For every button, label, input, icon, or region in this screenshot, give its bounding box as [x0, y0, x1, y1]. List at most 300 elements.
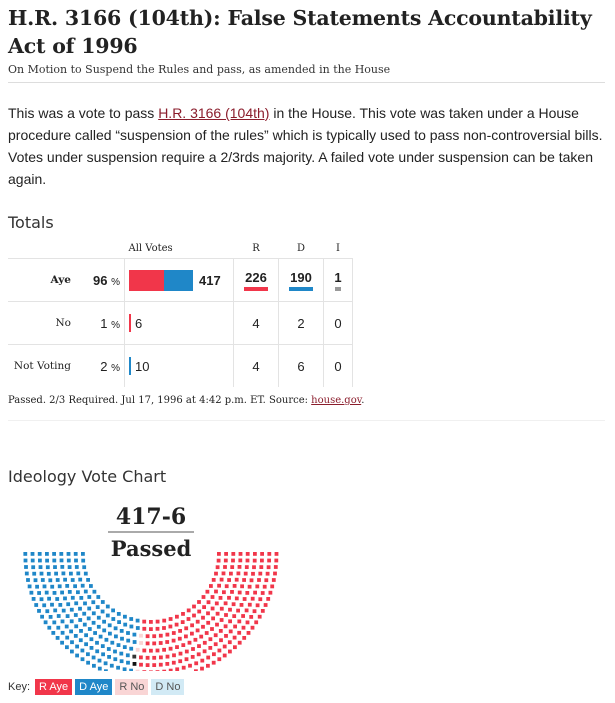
vote-result: Passed	[110, 536, 192, 561]
d-aye-seat	[81, 559, 85, 563]
r-aye-seat	[264, 603, 268, 607]
d-aye-seat	[129, 647, 133, 651]
r-aye-seat	[215, 602, 219, 606]
col-r: R	[252, 242, 260, 254]
r-aye-seat	[245, 565, 249, 569]
d-aye-seat	[120, 659, 124, 663]
r-aye-seat	[222, 590, 226, 594]
r-aye-seat	[274, 565, 278, 569]
r-aye-seat	[216, 565, 220, 569]
r-aye-seat	[172, 631, 176, 635]
r-aye-seat	[232, 614, 236, 618]
d-aye-seat	[38, 552, 42, 556]
d-aye-seat	[31, 552, 35, 556]
d-aye-seat	[97, 625, 101, 629]
r-aye-seat	[169, 617, 173, 621]
key-label: Key:	[8, 681, 31, 693]
r-aye-seat	[212, 661, 216, 665]
r-aye-seat	[209, 584, 213, 588]
d-aye-seat	[133, 640, 137, 644]
r-aye-seat	[205, 631, 209, 635]
d-aye-seat	[91, 600, 95, 604]
r-aye-seat	[139, 663, 143, 667]
d-count: 2	[279, 302, 324, 345]
d-aye-seat	[84, 572, 88, 576]
d-aye-seat	[44, 620, 48, 624]
row-label: No	[8, 302, 79, 345]
r-aye-seat	[272, 578, 276, 582]
r-aye-seat	[244, 572, 248, 576]
d-aye-seat	[123, 615, 127, 619]
d-aye-seat	[74, 601, 78, 605]
key-d-aye: D Aye	[75, 679, 112, 695]
d-aye-seat	[117, 643, 121, 647]
d-aye-seat	[52, 621, 56, 625]
d-aye-seat	[53, 591, 57, 595]
r-aye-seat	[233, 645, 237, 649]
table-row: Not Voting 2 % 10 4 6 0	[8, 345, 353, 388]
d-aye-seat	[51, 631, 55, 635]
r-aye-seat	[223, 654, 227, 658]
d-count: 6	[279, 345, 324, 388]
r-aye-seat	[261, 609, 265, 613]
r-aye-seat	[159, 663, 163, 667]
r-aye-seat	[258, 615, 262, 619]
r-aye-seat	[200, 667, 204, 671]
r-aye-seat	[200, 659, 204, 663]
r-aye-seat	[178, 637, 182, 641]
d-aye-seat	[126, 639, 130, 643]
col-d: D	[296, 242, 306, 254]
r-aye-seat	[227, 596, 231, 600]
r-aye-seat	[261, 591, 265, 595]
r-aye-seat	[178, 629, 182, 633]
d-aye-seat	[96, 605, 100, 609]
d-aye-seat	[105, 638, 109, 642]
r-aye-seat	[192, 605, 196, 609]
r-aye-seat	[149, 649, 153, 653]
d-aye-seat	[81, 649, 85, 653]
r-aye-seat	[224, 552, 228, 556]
r-aye-seat	[139, 656, 143, 660]
r-aye-seat	[156, 627, 160, 631]
d-aye-seat	[123, 645, 127, 649]
d-aye-seat	[104, 661, 108, 665]
r-aye-seat	[165, 640, 169, 644]
r-count: 4	[234, 302, 279, 345]
r-aye-seat	[184, 626, 188, 630]
r-aye-seat	[231, 559, 235, 563]
r-aye-seat	[275, 552, 279, 556]
r-aye-seat	[233, 636, 237, 640]
r-aye-seat	[267, 559, 271, 563]
r-aye-seat	[218, 649, 222, 653]
d-aye-seat	[108, 623, 112, 627]
d-aye-seat	[62, 572, 66, 576]
r-aye-seat	[159, 634, 163, 638]
intro-paragraph: This was a vote to pass H.R. 3166 (104th) in the House. This vote was taken under a House procedure called “suspension of the rules” which is typically used to pass non-controversial bills. Votes under suspension require a 2/3rds majority. A failed vote under suspension can be taken again.	[8, 105, 603, 187]
d-aye-seat	[25, 572, 29, 576]
d-aye-seat	[26, 578, 30, 582]
d-aye-seat	[92, 664, 96, 668]
d-aye-seat	[86, 652, 90, 656]
table-row: No 1 % 6 4 2 0	[8, 302, 353, 345]
r-aye-seat	[190, 632, 194, 636]
r-aye-seat	[230, 565, 234, 569]
d-aye-seat	[68, 565, 72, 569]
d-aye-seat	[98, 667, 102, 671]
d-aye-seat	[30, 591, 34, 595]
d-aye-seat	[45, 552, 49, 556]
r-aye-seat	[211, 617, 215, 621]
r-aye-seat	[214, 642, 218, 646]
d-aye-seat	[37, 591, 41, 595]
r-aye-seat	[190, 623, 194, 627]
r-aye-seat	[188, 664, 192, 668]
d-aye-seat	[126, 631, 130, 635]
d-aye-seat	[52, 559, 56, 563]
r-aye-seat	[199, 635, 203, 639]
r-aye-seat	[149, 670, 153, 671]
r-aye-seat	[172, 639, 176, 643]
r-aye-seat	[181, 612, 185, 616]
r-aye-seat	[233, 625, 237, 629]
d-aye-seat	[54, 572, 58, 576]
r-aye-seat	[255, 585, 259, 589]
d-aye-seat	[126, 653, 130, 657]
r-aye-seat	[220, 607, 224, 611]
other-seat	[133, 662, 137, 666]
source-link[interactable]: house.gov	[311, 395, 362, 406]
r-aye-seat	[257, 578, 261, 582]
r-no-seat	[139, 641, 143, 645]
d-aye-seat	[74, 613, 78, 617]
r-aye-seat	[169, 647, 173, 651]
d-aye-seat	[32, 597, 36, 601]
r-aye-seat	[227, 578, 231, 582]
r-aye-seat	[206, 656, 210, 660]
d-aye-bar	[164, 270, 193, 291]
r-aye-seat	[162, 670, 166, 671]
r-aye-seat	[240, 584, 244, 588]
d-aye-seat	[45, 559, 49, 563]
r-no-seat	[139, 634, 143, 638]
d-aye-seat	[61, 620, 65, 624]
r-aye-seat	[159, 641, 163, 645]
d-aye-seat	[60, 565, 64, 569]
d-aye-seat	[53, 565, 57, 569]
r-aye-seat	[206, 621, 210, 625]
r-aye-seat	[201, 616, 205, 620]
r-aye-seat	[206, 664, 210, 668]
r-aye-seat	[267, 552, 271, 556]
r-aye-seat	[230, 590, 234, 594]
d-aye-seat	[53, 609, 57, 613]
r-aye-seat	[238, 591, 242, 595]
d-aye-seat	[83, 602, 87, 606]
d-aye-seat	[78, 607, 82, 611]
key-d-no: D No	[151, 679, 184, 695]
i-count: 0	[324, 302, 353, 345]
r-aye-seat	[146, 634, 150, 638]
d-aye-seat	[67, 552, 71, 556]
d-aye-seat	[107, 647, 111, 651]
row-total: 10	[135, 358, 150, 374]
r-aye-seat	[241, 614, 245, 618]
d-aye-seat	[24, 559, 28, 563]
d-aye-seat	[61, 631, 65, 635]
r-aye-seat	[232, 602, 236, 606]
d-aye-seat	[107, 655, 111, 659]
d-aye-seat	[70, 650, 74, 654]
r-aye-seat	[264, 578, 268, 582]
r-aye-seat	[217, 657, 221, 661]
d-aye-seat	[79, 629, 83, 633]
d-aye-seat	[102, 629, 106, 633]
d-aye-seat	[113, 657, 117, 661]
r-aye-seat	[197, 652, 201, 656]
d-aye-seat	[56, 636, 60, 640]
d-aye-seat	[86, 661, 90, 665]
r-aye-seat	[246, 552, 250, 556]
d-aye-seat	[89, 584, 93, 588]
r-aye-seat	[252, 565, 256, 569]
d-aye-seat	[74, 559, 78, 563]
d-aye-seat	[111, 609, 115, 613]
r-aye-seat	[146, 656, 150, 660]
r-aye-seat	[219, 596, 223, 600]
d-aye-seat	[49, 615, 53, 619]
r-aye-seat	[214, 633, 218, 637]
r-no-seat	[136, 648, 140, 652]
d-aye-seat	[98, 659, 102, 663]
r-aye-seat	[260, 552, 264, 556]
r-aye-seat	[228, 650, 232, 654]
totals-heading: Totals	[8, 213, 54, 232]
d-aye-seat	[63, 578, 67, 582]
d-aye-seat	[119, 652, 123, 656]
r-aye-seat	[253, 609, 257, 613]
d-aye-seat	[57, 614, 61, 618]
d-aye-seat	[129, 617, 133, 621]
page-title: H.R. 3166 (104th): False Statements Accountability Act of 1996	[8, 6, 592, 58]
r-aye-seat	[266, 597, 270, 601]
d-aye-seat	[52, 552, 56, 556]
r-aye-seat	[142, 620, 146, 624]
r-aye-seat	[182, 666, 186, 670]
r-aye-seat	[231, 552, 235, 556]
d-aye-seat	[99, 635, 103, 639]
d-aye-seat	[104, 669, 108, 671]
d-aye-seat	[110, 664, 114, 668]
d-aye-seat	[113, 650, 117, 654]
r-aye-seat	[253, 552, 257, 556]
d-aye-seat	[74, 552, 78, 556]
d-no-seat	[132, 655, 136, 659]
d-aye-seat	[62, 609, 66, 613]
divider	[8, 420, 605, 421]
r-aye-seat	[229, 630, 233, 634]
d-aye-seat	[34, 603, 38, 607]
d-aye-seat	[70, 640, 74, 644]
r-aye-seat	[223, 645, 227, 649]
r-aye-seat	[238, 565, 242, 569]
d-aye-seat	[59, 552, 63, 556]
d-aye-seat	[84, 633, 88, 637]
r-aye-seat	[228, 619, 232, 623]
d-aye-seat	[56, 578, 60, 582]
d-aye-seat	[65, 636, 69, 640]
r-aye-seat	[201, 625, 205, 629]
r-aye-seat	[185, 650, 189, 654]
r-aye-seat	[197, 644, 201, 648]
d-aye-seat	[136, 626, 140, 630]
r-aye-seat	[246, 559, 250, 563]
d-aye-seat	[60, 559, 64, 563]
d-aye-seat	[58, 584, 62, 588]
d-aye-seat	[42, 603, 46, 607]
r-aye-seat	[169, 625, 173, 629]
d-aye-seat	[82, 565, 86, 569]
d-aye-seat	[114, 635, 118, 639]
r-aye-seat	[175, 645, 179, 649]
d-aye-seat	[133, 633, 137, 637]
d-aye-seat	[96, 595, 100, 599]
d-aye-seat	[129, 669, 133, 671]
r-aye-seat	[146, 642, 150, 646]
d-aye-seat	[38, 559, 42, 563]
d-aye-seat	[126, 661, 130, 665]
d-aye-seat	[75, 654, 79, 658]
d-aye-seat	[65, 584, 69, 588]
r-aye-seat	[207, 600, 211, 604]
page-subtitle: On Motion to Suspend the Rules and pass, as amended in the House	[8, 63, 605, 83]
r-aye-seat	[191, 647, 195, 651]
r-aye-seat	[248, 585, 252, 589]
d-aye-seat	[117, 612, 121, 616]
d-aye-seat	[67, 559, 71, 563]
r-aye-seat	[185, 657, 189, 661]
r-aye-seat	[258, 572, 262, 576]
d-aye-seat	[81, 584, 85, 588]
r-aye-seat	[156, 620, 160, 624]
r-aye-seat	[197, 610, 201, 614]
r-aye-seat	[238, 559, 242, 563]
d-aye-seat	[93, 590, 97, 594]
d-aye-seat	[58, 603, 62, 607]
row-percent: 2	[100, 358, 108, 374]
r-aye-seat	[166, 655, 170, 659]
d-aye-seat	[35, 585, 39, 589]
d-aye-seat	[130, 625, 134, 629]
r-aye-seat	[245, 609, 249, 613]
d-aye-seat	[93, 631, 97, 635]
r-aye-seat	[217, 584, 221, 588]
r-aye-seat	[212, 578, 216, 582]
r-aye-seat	[251, 597, 255, 601]
r-aye-seat	[224, 624, 228, 628]
row-total: 6	[135, 315, 143, 331]
d-aye-seat	[75, 645, 79, 649]
r-aye-seat	[224, 634, 228, 638]
r-aye-seat	[242, 626, 246, 630]
r-aye-seat	[156, 649, 160, 653]
d-aye-seat	[65, 645, 69, 649]
d-aye-seat	[43, 585, 47, 589]
d-aye-seat	[66, 614, 70, 618]
r-aye-seat	[267, 565, 271, 569]
d-aye-seat	[48, 578, 52, 582]
r-aye-seat	[211, 607, 215, 611]
d-aye-seat	[101, 644, 105, 648]
r-aye-seat	[228, 608, 232, 612]
d-aye-seat	[92, 611, 96, 615]
r-aye-seat	[214, 590, 218, 594]
d-aye-seat	[40, 615, 44, 619]
bill-link[interactable]: H.R. 3166 (104th)	[158, 105, 270, 121]
d-aye-seat	[114, 626, 118, 630]
d-aye-seat	[84, 590, 88, 594]
vote-score: 417-6	[115, 504, 187, 530]
r-aye-seat	[203, 649, 207, 653]
r-aye-seat	[233, 584, 237, 588]
key-r-no: R No	[115, 679, 148, 695]
r-aye-seat	[184, 635, 188, 639]
r-aye-seat	[191, 655, 195, 659]
r-aye-seat	[178, 659, 182, 663]
d-aye-seat	[92, 656, 96, 660]
d-aye-seat	[86, 578, 90, 582]
r-aye-seat	[217, 552, 221, 556]
d-aye-seat	[116, 666, 120, 670]
d-aye-seat	[70, 608, 74, 612]
r-aye-seat	[251, 626, 255, 630]
d-aye-seat	[50, 603, 54, 607]
r-aye-seat	[269, 591, 273, 595]
r-aye-seat	[240, 603, 244, 607]
r-aye-bar	[129, 270, 164, 291]
r-aye-seat	[266, 572, 270, 576]
r-aye-seat	[187, 609, 191, 613]
r-aye-seat	[224, 559, 228, 563]
r-aye-seat	[181, 643, 185, 647]
d-aye-seat	[111, 617, 115, 621]
r-aye-seat	[175, 623, 179, 627]
r-aye-seat	[273, 572, 277, 576]
r-aye-seat	[181, 620, 185, 624]
d-aye-seat	[41, 578, 45, 582]
d-aye-seat	[97, 616, 101, 620]
d-aye-seat	[117, 620, 121, 624]
r-aye-seat	[248, 603, 252, 607]
d-aye-seat	[32, 572, 36, 576]
chart-key	[8, 679, 184, 695]
d-aye-seat	[108, 632, 112, 636]
d-aye-seat	[65, 625, 69, 629]
r-aye-seat	[202, 605, 206, 609]
ideology-vote-chart	[16, 496, 286, 671]
r-aye-seat	[217, 559, 221, 563]
d-aye-seat	[78, 578, 82, 582]
r-aye-seat	[196, 620, 200, 624]
d-aye-seat	[63, 597, 67, 601]
r-aye-seat	[237, 620, 241, 624]
d-aye-seat	[136, 619, 140, 623]
r-aye-seat	[236, 609, 240, 613]
d-aye-seat	[74, 634, 78, 638]
r-aye-seat	[215, 623, 219, 627]
r-aye-seat	[188, 641, 192, 645]
